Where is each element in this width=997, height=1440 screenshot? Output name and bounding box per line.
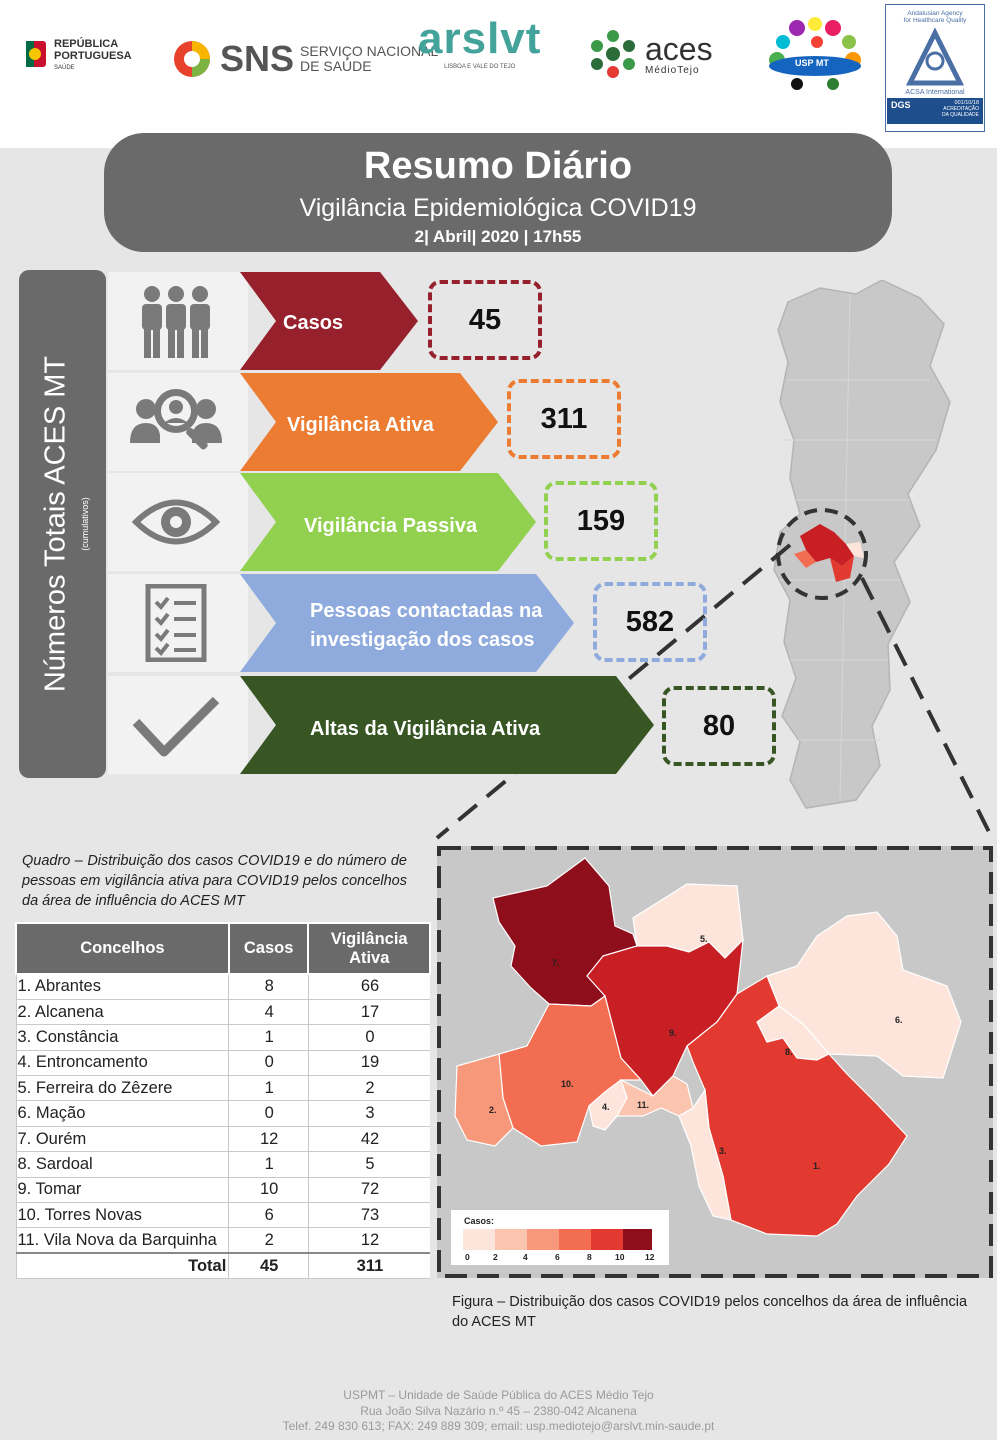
region-label-3: 3.	[719, 1146, 727, 1156]
cell-total-casos: 45	[229, 1253, 309, 1278]
table-row	[16, 1101, 430, 1126]
cell-vigilancia: 73	[308, 1203, 430, 1228]
people-search-icon	[130, 383, 222, 461]
acsa-code: 001/10/18	[954, 100, 979, 106]
cell-concelho: 3. Constância	[16, 1025, 229, 1050]
metric-value-contacts: 582	[593, 582, 707, 662]
cell-concelho: 9. Tomar	[16, 1177, 229, 1202]
footer-line2: Rua João Silva Nazário n.º 45 – 2380-042 Alcanena	[360, 1403, 637, 1418]
metric-value-active: 311	[507, 379, 621, 459]
cell-concelho: 8. Sardoal	[16, 1152, 229, 1177]
region-label-1: 1.	[813, 1161, 821, 1171]
cell-casos: 0	[229, 1050, 309, 1075]
sns-line1: SERVIÇO NACIONAL	[300, 43, 439, 59]
region-label-9: 9.	[669, 1028, 677, 1038]
metric-label-active: Vigilância Ativa	[287, 414, 434, 436]
cell-casos: 1	[229, 1025, 309, 1050]
legend-tick: 0	[465, 1252, 470, 1262]
report-date: 2| Abril| 2020 | 17h55	[414, 227, 582, 246]
cell-vigilancia: 72	[308, 1177, 430, 1202]
table-row	[16, 1025, 430, 1050]
cell-total-label: Total	[16, 1253, 229, 1278]
metric-value-passive: 159	[544, 481, 658, 561]
sns-line2: DE SAÚDE	[300, 58, 372, 74]
cell-casos: 10	[229, 1177, 309, 1202]
cell-concelho: 4. Entroncamento	[16, 1050, 229, 1075]
metric-label-discharges: Altas da Vigilância Ativa	[310, 718, 541, 740]
cell-concelho: 7. Ourém	[16, 1126, 229, 1151]
region-label-7: 7.	[552, 958, 560, 968]
col-header-concelhos: Concelhos	[16, 923, 229, 974]
legend-swatch	[495, 1229, 527, 1250]
checkmark-icon	[130, 686, 222, 764]
side-label-small: (cumulativos)	[80, 497, 90, 551]
legend-tick: 8	[587, 1252, 592, 1262]
cell-casos: 0	[229, 1101, 309, 1126]
acsa-acred: ACREDITAÇÃO DA QUALIDADE	[942, 106, 979, 118]
table-row	[16, 1152, 430, 1177]
cell-concelho: 1. Abrantes	[16, 974, 229, 999]
cell-vigilancia: 0	[308, 1025, 430, 1050]
region-label-2: 2.	[489, 1105, 497, 1115]
map-caption: Figura – Distribuição dos casos COVID19 pelos concelhos da área de influência do ACES MT	[452, 1294, 968, 1330]
legend-swatch	[591, 1229, 623, 1250]
cell-concelho: 6. Mação	[16, 1101, 229, 1126]
republica-sub: SAÚDE	[54, 65, 75, 71]
legend-tick: 4	[523, 1252, 528, 1262]
cell-casos: 8	[229, 974, 309, 999]
acsa-dgs: DGS	[891, 100, 911, 110]
cell-vigilancia: 3	[308, 1101, 430, 1126]
region-label-11: 11.	[637, 1100, 650, 1110]
region-label-5: 5.	[700, 934, 708, 944]
sns-name: SNS	[220, 38, 295, 79]
table-row	[16, 1203, 430, 1228]
cell-vigilancia: 5	[308, 1152, 430, 1177]
metric-label-passive: Vigilância Passiva	[304, 515, 478, 537]
acsa-line2: for Healthcare Quality	[903, 17, 967, 24]
row-icon-discharges	[108, 676, 248, 774]
cell-vigilancia: 12	[308, 1228, 430, 1253]
metric-value-cases: 45	[428, 280, 542, 360]
col-header-vigilancia: Vigilância Ativa	[308, 923, 430, 974]
arslvt-name: arslvt	[418, 14, 542, 63]
cell-vigilancia: 2	[308, 1076, 430, 1101]
cell-vigilancia: 19	[308, 1050, 430, 1075]
legend-tick: 6	[555, 1252, 560, 1262]
footer-line3: Telef. 249 830 613; FAX: 249 889 309; email: usp.mediotejo@arslvt.min-saude.pt	[282, 1419, 715, 1433]
checklist-icon	[130, 584, 222, 662]
map-legend	[451, 1210, 669, 1265]
cell-vigilancia: 42	[308, 1126, 430, 1151]
detail-map	[437, 846, 993, 1278]
region-label-10: 10.	[561, 1079, 574, 1089]
cell-casos: 1	[229, 1152, 309, 1177]
col-header-casos: Casos	[229, 923, 309, 974]
cell-casos: 1	[229, 1076, 309, 1101]
metric-label-cases: Casos	[283, 312, 344, 334]
table-row	[16, 1076, 430, 1101]
side-label-text: Números Totais ACES MT	[39, 355, 72, 693]
usp-name: USP MT	[795, 58, 829, 68]
cell-casos: 4	[229, 999, 309, 1024]
region-label-4: 4.	[602, 1102, 610, 1112]
cell-concelho: 10. Torres Novas	[16, 1203, 229, 1228]
republica-line2: PORTUGUESA	[54, 50, 132, 62]
legend-title: Casos:	[464, 1216, 495, 1226]
metric-label-contacts: Pessoas contactadas na investigação dos casos	[310, 600, 543, 651]
table-total-row	[16, 1253, 430, 1278]
legend-swatch	[623, 1229, 652, 1250]
eye-icon	[130, 483, 222, 561]
table-row	[16, 1177, 430, 1202]
cell-total-vigilancia: 311	[308, 1253, 430, 1278]
aces-name: aces	[645, 30, 713, 67]
legend-swatch	[463, 1229, 495, 1250]
table-row	[16, 974, 430, 999]
row-icon-passive	[108, 473, 248, 571]
footer-line1: USPMT – Unidade de Saúde Pública do ACES Médio Tejo	[343, 1388, 654, 1402]
cell-casos: 6	[229, 1203, 309, 1228]
metric-value-discharges: 80	[662, 686, 776, 766]
acsa-brand: ACSA International	[905, 89, 965, 96]
row-icon-active	[108, 373, 248, 471]
acsa-line1: Andalusian Agency	[907, 10, 963, 17]
cell-vigilancia: 17	[308, 999, 430, 1024]
table-row	[16, 1050, 430, 1075]
cell-concelho: 2. Alcanena	[16, 999, 229, 1024]
legend-swatch	[527, 1229, 559, 1250]
table-row	[16, 1126, 430, 1151]
legend-swatch	[559, 1229, 591, 1250]
legend-tick: 10	[615, 1252, 625, 1262]
row-icon-contacts	[108, 574, 248, 672]
cases-table	[15, 922, 431, 1279]
aces-sub: MédioTejo	[645, 64, 700, 76]
republica-line1: REPÚBLICA	[54, 38, 119, 50]
cell-concelho: 5. Ferreira do Zêzere	[16, 1076, 229, 1101]
region-label-8: 8.	[785, 1047, 793, 1057]
legend-tick: 12	[645, 1252, 655, 1262]
cell-casos: 2	[229, 1228, 309, 1253]
region-label-6: 6.	[895, 1015, 903, 1025]
people-icon	[130, 282, 222, 360]
cell-concelho: 11. Vila Nova da Barquinha	[16, 1228, 229, 1253]
cell-casos: 12	[229, 1126, 309, 1151]
cell-vigilancia: 66	[308, 974, 430, 999]
row-icon-cases	[108, 272, 248, 370]
arslvt-sub: LISBOA E VALE DO TEJO	[444, 64, 516, 70]
page-subtitle: Vigilância Epidemiológica COVID19	[299, 194, 697, 222]
footer	[0, 1388, 997, 1435]
page-title: Resumo Diário	[363, 145, 633, 187]
legend-tick: 2	[493, 1252, 498, 1262]
table-caption: Quadro – Distribuição dos casos COVID19 e do número de pessoas em vigilância ativa para COVID19 pelos concelhos da área de influência do ACES MT	[22, 853, 407, 909]
table-row	[16, 999, 430, 1024]
table-row	[16, 1228, 430, 1253]
